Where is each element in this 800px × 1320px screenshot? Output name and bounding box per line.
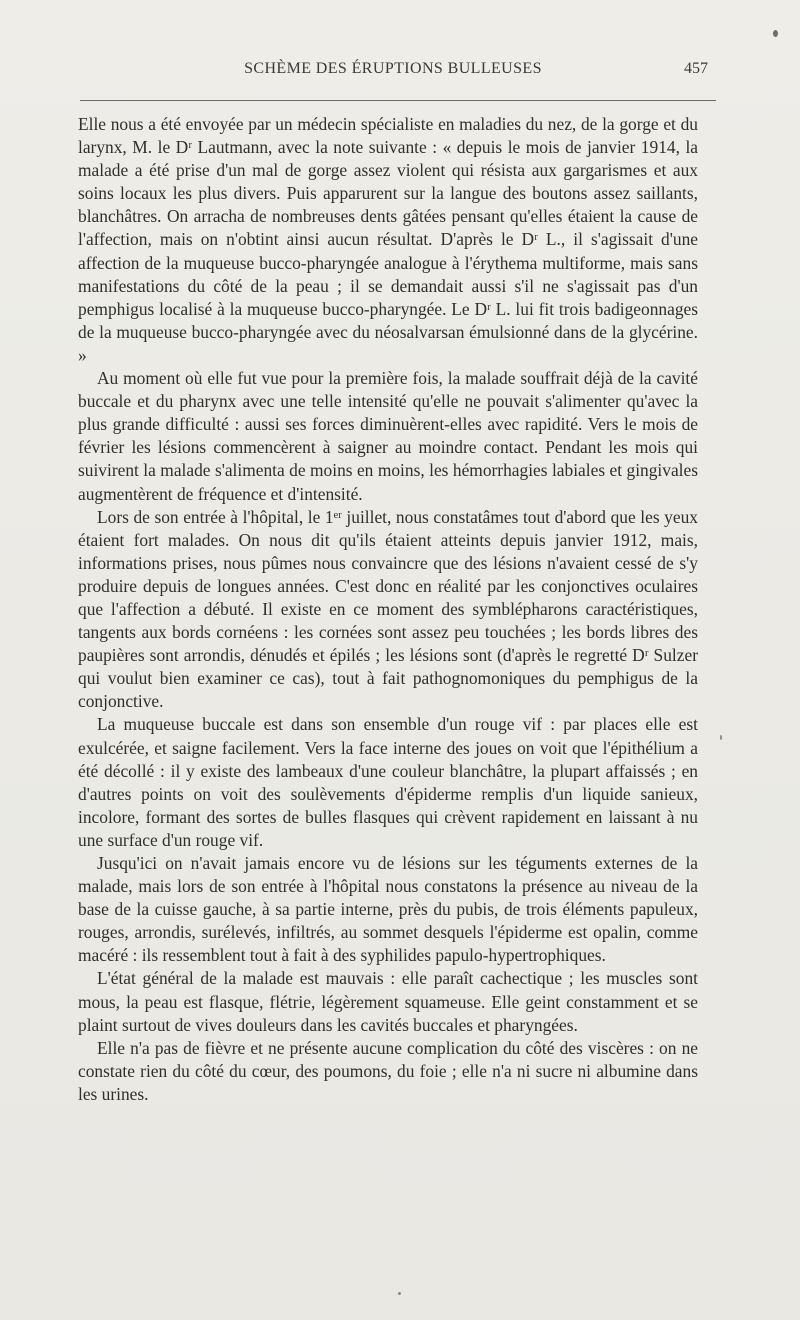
paragraph: Au moment où elle fut vue pour la première fois, la malade souffrait déjà de la cavité buccale et du pharynx avec une telle intensité qu'elle ne pouvait s'alimenter qu'avec la plus grande difficulté : aussi ses forces diminuèrent-elles avec rapidité. Vers le mois de février les lésions commencèrent à saigner au moindre contact. Pendant les mois qui suivirent la malade s'alimenta de moins en moins, les hémorrhagies labiales et gingivales augmentèrent de fréquence et d'intensité.: [78, 368, 698, 504]
paragraph: La muqueuse buccale est dans son ensemble d'un rouge vif : par places elle est exulcérée, et saigne facilement. Vers la face interne des joues on voit que l'épithélium a été décollé : il y existe des lambeaux d'une couleur blanchâtre, la plupart affaissés ; en d'autres points on voit des soulèvements d'épiderme remplis d'un liquide sanieux, incolore, formant des sortes de bulles flasques qui crèvent rapidement en laissant à nu une surface d'un rouge vif.: [78, 714, 698, 850]
paragraph: L'état général de la malade est mauvais : elle paraît cachectique ; les muscles sont mous, la peau est flasque, flétrie, légèrement squameuse. Elle geint constamment et se plaint surtout de vives douleurs dans les cavités buccales et pharyngées.: [78, 968, 698, 1035]
print-fleck: [773, 30, 778, 37]
paragraph: Jusqu'ici on n'avait jamais encore vu de lésions sur les téguments externes de la malade, mais lors de son entrée à l'hôpital nous constatons la présence au niveau de la base de la cuisse gauche, à sa partie interne, près du pubis, de trois éléments papuleux, rouges, arrondis, surélevés, infiltrés, au sommet desquels l'épiderme est opalin, comme macéré : ils ressemblent tout à fait à des syphilides papulo-hypertrophiques.: [78, 853, 698, 966]
header-rule: [80, 100, 716, 101]
print-fleck: [398, 1292, 401, 1295]
running-title: SCHÈME DES ÉRUPTIONS BULLEUSES: [244, 60, 542, 77]
print-fleck: [720, 735, 722, 740]
page-number: 457: [684, 60, 708, 77]
body-text: [78, 113, 698, 1106]
running-head: [78, 60, 708, 88]
paragraph: Elle n'a pas de fièvre et ne présente aucune complication du côté des viscères : on ne constate rien du côté du cœur, des poumons, du foie ; elle n'a ni sucre ni albumine dans les urines.: [78, 1037, 698, 1104]
paragraph: Lors de son entrée à l'hôpital, le 1ᵉʳ juillet, nous constatâmes tout d'abord que les yeux étaient fort malades. On nous dit qu'ils étaient atteints depuis janvier 1912, mais, informations prises, nous pûmes nous convaincre que des lésions n'avaient cessé de s'y produire depuis de longues années. C'est donc en réalité par les conjonctives oculaires que l'affection a débuté. Il existe en ce moment des symblépharons caractéristiques, tangents aux bords cornéens : les cornées sont assez peu touchées ; les bords libres des paupières sont arrondis, dénudés et épilés ; les lésions sont (d'après le regretté Dʳ Sulzer qui voulut bien examiner ce cas), tout à fait pathognomoniques du pemphigus de la conjonctive.: [78, 506, 698, 712]
paragraph: Elle nous a été envoyée par un médecin spécialiste en maladies du nez, de la gorge et du larynx, M. le Dʳ Lautmann, avec la note suivante : « depuis le mois de janvier 1914, la malade a été prise d'un mal de gorge assez violent qui résista aux gargarismes et aux soins locaux les plus divers. Puis apparurent sur la langue des boutons assez saillants, blanchâtres. On arracha de nombreuses dents gâtées pensant qu'elles étaient la cause de l'affection, mais on n'obtint ainsi aucun résultat. D'après le Dʳ L., il s'agissait d'une affection de la muqueuse bucco-pharyngée analogue à l'érythema multiforme, mais sans manifestations du côté de la peau ; il se demandait aussi s'il ne s'agissait pas d'un pemphigus localisé à la muqueuse bucco-pharyngée. Le Dʳ L. lui fit trois badigeonnages de la muqueuse bucco-pharyngée avec du néosalvarsan émulsionné dans de la glycérine. »: [78, 114, 698, 365]
